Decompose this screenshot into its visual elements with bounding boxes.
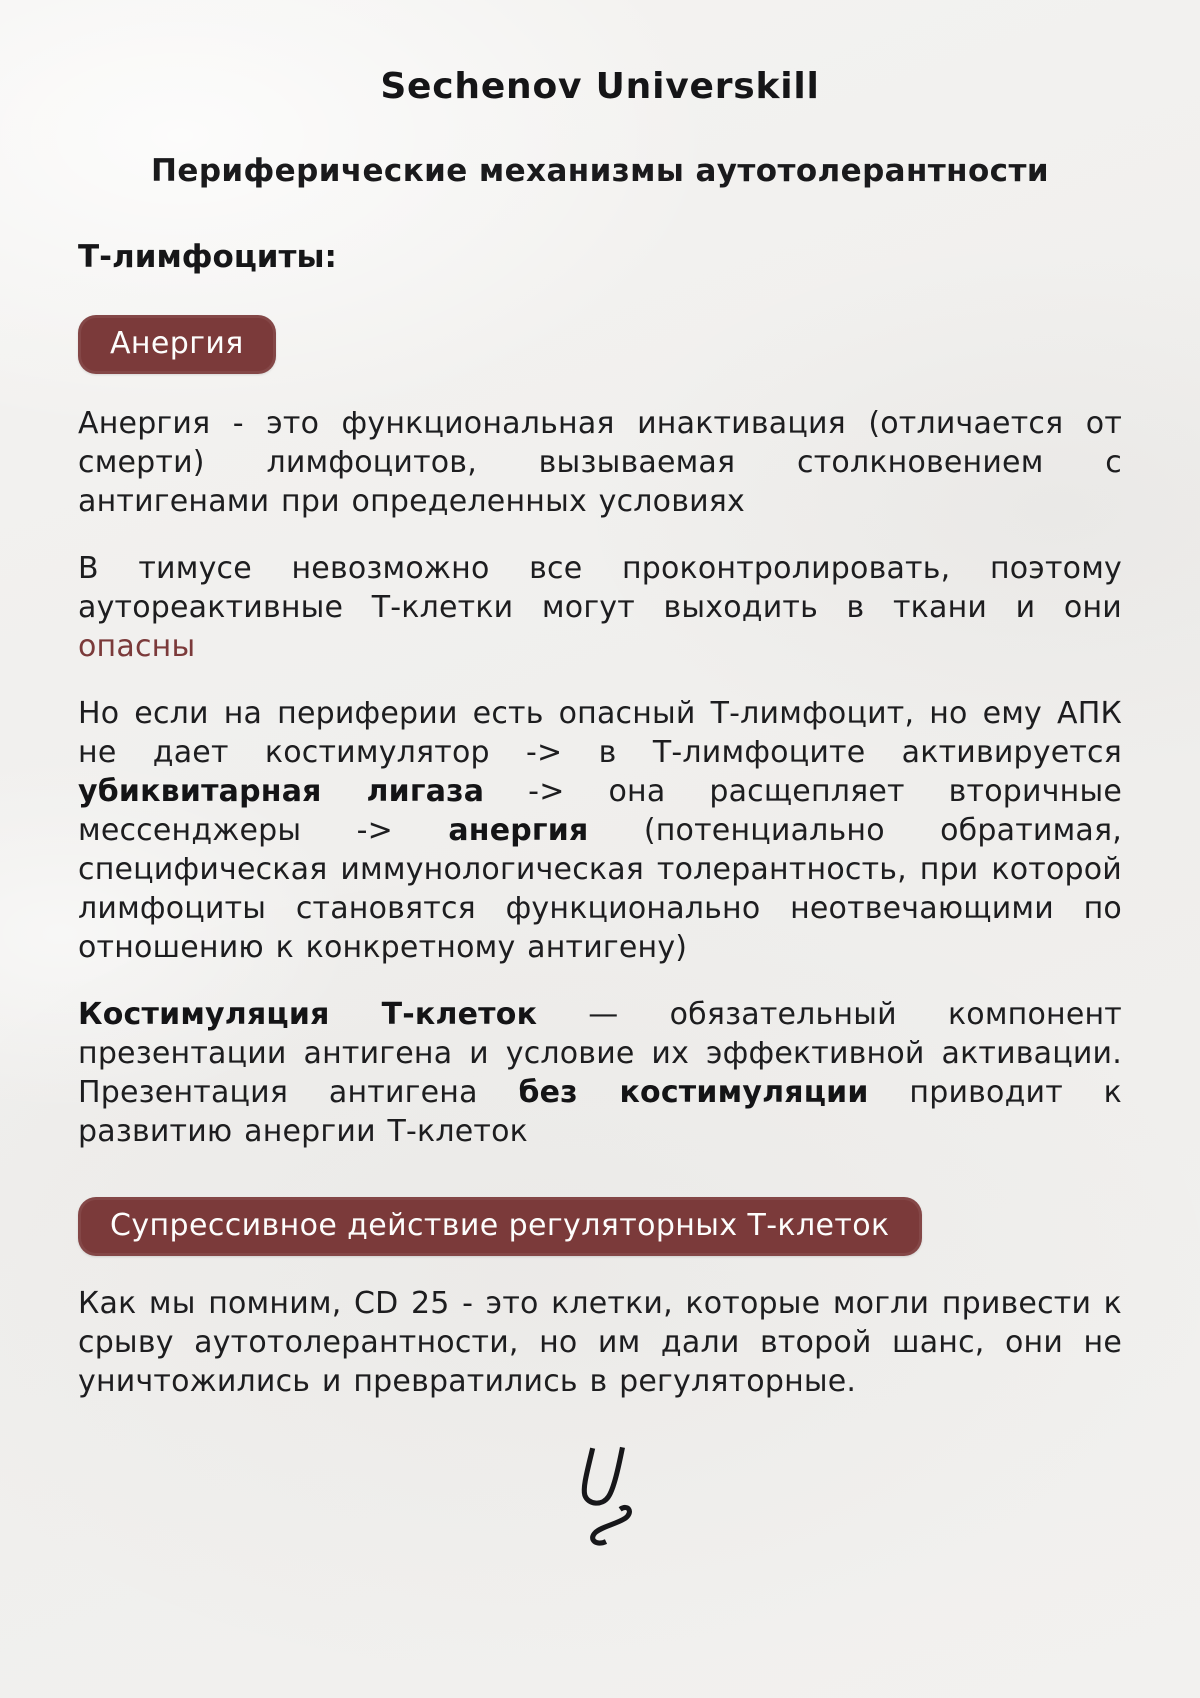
- costimulation-text-end: приводит к развитию анергии Т-клеток: [78, 1075, 1123, 1149]
- anergy-term: анергия: [448, 813, 589, 848]
- suppression-badge-row: [78, 1197, 1122, 1256]
- mechanism-text-start: Но если на периферии есть опасный Т-лимфоцит, но ему АПК не дает костимулятор -> в Т-лимфоците активируется: [78, 696, 1122, 770]
- without-costimulation-term: без костимуляции: [518, 1075, 869, 1110]
- ubiquitin-ligase-term: убиквитарная лигаза: [78, 774, 485, 809]
- cd25-text: Как мы помним, CD 25 - это клетки, которые могли привести к срыву аутотолерантности, но им дали второй шанс, они не уничтожились и превратились в регуляторные.: [78, 1286, 1122, 1399]
- document-title: Периферические механизмы аутотолерантности: [151, 153, 1049, 189]
- costimulation-text-start: — обязательный компонент презентации антигена и условие их эффективной активации. Презентация антигена: [78, 997, 1122, 1110]
- anergy-definition-text: Анергия - это функциональная инактивация (отличается от смерти) лимфоцитов, вызываемая столкновением с антигенами при определенных условиях: [78, 406, 1122, 519]
- paragraph-anergy-definition: [78, 404, 1122, 521]
- paragraph-anergy-mechanism: [78, 694, 1122, 967]
- mechanism-text-middle: -> она расщепляет вторичные мессенджеры ->: [78, 774, 1122, 848]
- brand-title: Sechenov Universkill: [380, 66, 820, 107]
- universkill-monogram-icon: [567, 1445, 645, 1547]
- paragraph-costimulation: [78, 995, 1122, 1151]
- logo-area: [78, 1445, 1122, 1551]
- costimulation-term: Костимуляция Т-клеток: [78, 997, 538, 1032]
- section-heading-t-lymphocytes: Т-лимфоциты:: [78, 239, 337, 275]
- paragraph-thymus-escape: [78, 549, 1122, 666]
- anergy-badge: Анергия: [78, 315, 276, 374]
- mechanism-text-end: (потенциально обратимая, специфическая иммунологическая толерантность, при которой лимфоциты становятся функционально неотвечающими по отношению к конкретному антигену): [78, 813, 1122, 965]
- danger-word: опасны: [78, 629, 196, 664]
- suppression-badge: Супрессивное действие регуляторных Т-клеток: [78, 1197, 922, 1256]
- thymus-escape-text: В тимусе невозможно все проконтролировать, поэтому аутореактивные Т-клетки могут выходить в ткани и они: [78, 551, 1122, 625]
- anergy-badge-row: [78, 315, 1122, 374]
- paragraph-cd25-regulatory: [78, 1284, 1122, 1401]
